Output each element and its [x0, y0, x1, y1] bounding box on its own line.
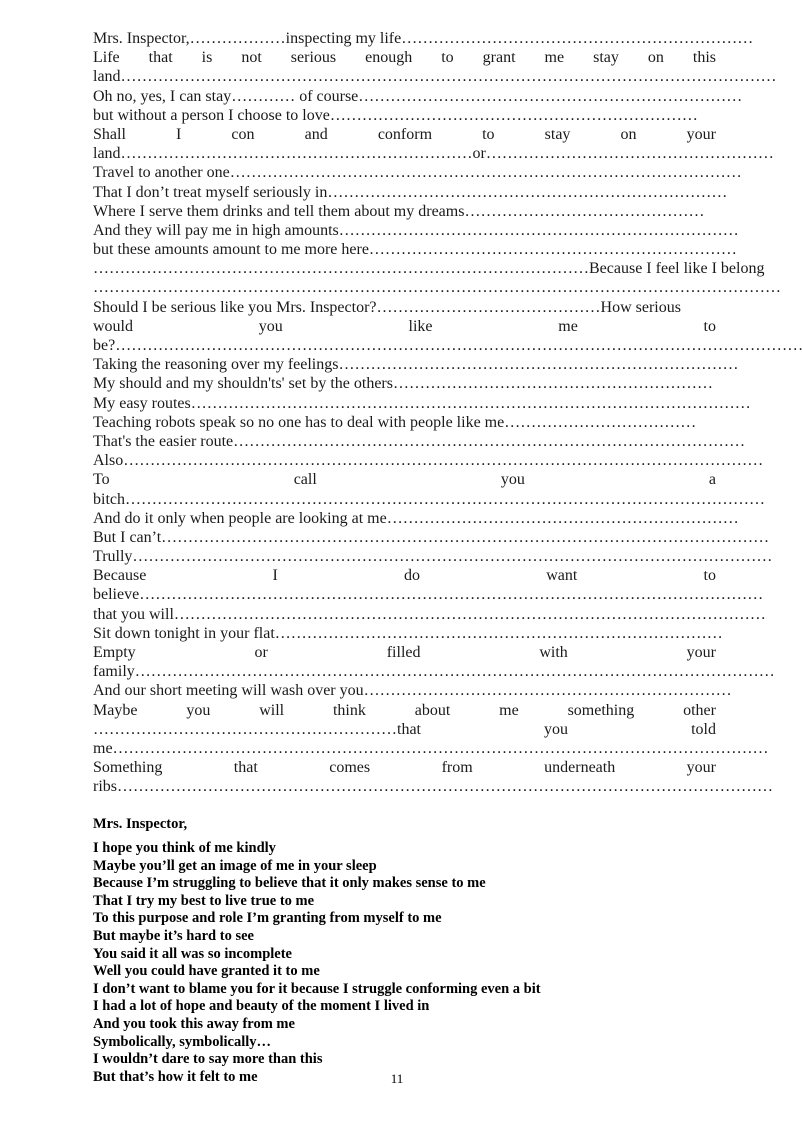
poem-line: Teaching robots speak so no one has to deal with people like me……………………………… — [93, 413, 697, 431]
poem-word: like — [408, 317, 433, 335]
poem-line: family………………………………………………………………………………………………………… — [93, 663, 775, 681]
poem-word: is — [201, 49, 213, 67]
poem-line: Travel to another one…………………………………………………………………………………… — [93, 164, 742, 182]
poem-word: that — [233, 759, 258, 777]
poem-word: from — [441, 759, 473, 777]
poem-line — [93, 643, 716, 662]
poem-word: other — [683, 701, 716, 719]
letter-line: I wouldn’t dare to say more than this — [93, 1051, 323, 1068]
poem-line: Sit down tonight in your flat………………………………………………………………………… — [93, 624, 723, 642]
poem-line: ………………………………………………………………………………………………………………… — [93, 279, 781, 297]
poem-word: call — [293, 471, 317, 489]
poem-line: My should and my shouldn'ts' set by the others…………………………………………………… — [93, 375, 713, 393]
letter-line: But that’s how it felt to me — [93, 1068, 258, 1085]
poem-word: your — [686, 759, 716, 777]
poem-word: that — [148, 49, 173, 67]
poem-word: told — [691, 720, 716, 738]
poem-line — [93, 317, 716, 336]
poem-word: me — [558, 317, 578, 335]
poem-line: bitch………………………………………………………………………………………………………… — [93, 490, 765, 508]
poem-line: My easy routes…………………………………………………………………………………………… — [93, 394, 751, 412]
letter-line: You said it all was so incomplete — [93, 945, 292, 962]
poem-word: I — [272, 567, 278, 585]
poem-word: To — [93, 471, 110, 489]
poem-line: me…………………………………………………………………………………………………………… — [93, 739, 769, 757]
poem-word: about — [414, 701, 451, 719]
poem-word: con — [231, 125, 255, 143]
poem-word: this — [692, 49, 716, 67]
poem-word: your — [686, 644, 716, 661]
letter-lines — [93, 840, 713, 1086]
poem-line: but these amounts amount to me more here…………………………………………………………… — [93, 241, 737, 259]
poem-line: That's the easier route…………………………………………………………………………………… — [93, 432, 746, 450]
poem-word: Something — [93, 759, 163, 777]
poem-line: And do it only when people are looking at me………………………………………………………… — [93, 509, 739, 527]
poem-line: And they will pay me in high amounts………………………………………………………………… — [93, 221, 739, 239]
letter-line: I don’t want to blame you for it because I struggle conforming even a bit — [93, 980, 541, 997]
poem-word: you — [544, 720, 569, 738]
poem-line — [93, 470, 716, 489]
poem-word: I — [175, 125, 182, 143]
poem-line: But I can’t…………………………………………………………………………………………………… — [93, 528, 770, 546]
poem-line: Trully………………………………………………………………………………………………………… — [93, 548, 773, 566]
poem-body — [93, 29, 803, 797]
poem-word: Shall — [93, 125, 126, 143]
poem-line: land…………………………………………………………or……………………………………………… — [93, 145, 774, 163]
poem-word: comes — [329, 759, 371, 777]
poem-word: enough — [365, 49, 413, 67]
poem-word: to — [482, 125, 495, 143]
poem-line: That I don’t treat myself seriously in………………………………………………………………… — [93, 183, 728, 201]
letter-line: And you took this away from me — [93, 1015, 295, 1032]
letter-line: To this purpose and role I’m granting from myself to me — [93, 910, 442, 927]
poem-line: ribs…………………………………………………………………………………………………………… — [93, 778, 773, 796]
poem-word: would — [93, 317, 133, 335]
poem-word: will — [259, 701, 285, 719]
poem-word: or — [254, 644, 268, 661]
poem-line: be?………………………………………………………………………………………………………………… — [93, 337, 803, 354]
poem-word: Empty — [93, 644, 136, 661]
poem-word: on — [647, 49, 664, 67]
poem-line: but without a person I choose to love…………………………………………………………… — [93, 106, 698, 124]
poem-line: …………………………………………………………………………………Because I feel like I belong — [93, 260, 765, 278]
poem-word: stay — [544, 125, 571, 143]
poem-word: me — [499, 701, 519, 719]
poem-word: to — [703, 317, 716, 335]
poem-word: …………………………………………………that — [93, 720, 421, 738]
poem-word: to — [441, 49, 454, 67]
letter-heading: Mrs. Inspector, — [93, 816, 188, 832]
letter-line: Because I’m struggling to believe that it only makes sense to me — [93, 875, 486, 892]
poem-word: your — [686, 125, 716, 143]
poem-line: that you will………………………………………………………………………………………………… — [93, 605, 766, 623]
poem-word: me — [544, 49, 565, 67]
letter-line: I had a lot of hope and beauty of the moment I lived in — [93, 998, 430, 1015]
poem-word: underneath — [544, 759, 616, 777]
poem-word: you — [500, 471, 525, 489]
poem-line: Where I serve them drinks and tell them about my dreams……………………………………… — [93, 202, 705, 220]
poem-line: Mrs. Inspector,………………inspecting my life………………………………………………………… — [93, 30, 754, 47]
poem-word: Life — [93, 49, 120, 67]
poem-line — [93, 48, 716, 67]
poem-word: Because — [93, 567, 147, 585]
poem-word: and — [304, 125, 328, 143]
poem-line: And our short meeting will wash over you…………………………………………………………… — [93, 682, 732, 700]
poem-line: Taking the reasoning over my feelings………………………………………………………………… — [93, 356, 739, 374]
letter-line: Maybe you’ll get an image of me in your sleep — [93, 857, 377, 874]
poem-word: serious — [290, 49, 337, 67]
poem-line — [93, 701, 716, 720]
poem-word: grant — [482, 49, 516, 67]
letter-line: But maybe it’s hard to see — [93, 927, 254, 944]
poem-word: do — [404, 567, 421, 585]
letter-line: That I try my best to live true to me — [93, 892, 315, 909]
poem-line: believe……………………………………………………………………………………………………… — [93, 586, 764, 604]
poem-line: Also………………………………………………………………………………………………………… — [93, 452, 764, 470]
letter-line: Symbolically, symbolically… — [93, 1033, 272, 1050]
poem-word: on — [620, 125, 637, 143]
poem-word: want — [546, 567, 578, 585]
poem-line — [93, 720, 716, 739]
poem-word: stay — [593, 49, 619, 67]
poem-word: something — [567, 701, 635, 719]
poem-word: Maybe — [93, 701, 138, 719]
poem-word: think — [332, 701, 366, 719]
poem-line: land…………………………………………………………………………………………………………… — [93, 68, 777, 86]
page-number: 11 — [390, 1071, 404, 1086]
poem-word: you — [186, 701, 211, 719]
poem-line — [93, 758, 716, 777]
poem-word: to — [703, 567, 716, 585]
poem-word: conform — [377, 125, 433, 143]
poem-line — [93, 566, 716, 585]
letter-line: I hope you think of me kindly — [93, 840, 276, 856]
poem-line: Oh no, yes, I can stay………… of course……………………………………………………………… — [93, 87, 743, 105]
poem-word: not — [241, 49, 262, 67]
poem-word: you — [258, 317, 283, 335]
poem-line — [93, 125, 716, 144]
poem-line: Should I be serious like you Mrs. Inspector?……………………………………How serious — [93, 298, 681, 316]
poem-word: a — [708, 471, 716, 489]
letter-line: Well you could have granted it to me — [93, 963, 320, 980]
poem-word: filled — [386, 644, 421, 661]
poem-word: with — [539, 644, 568, 661]
letter-section — [93, 815, 713, 1086]
